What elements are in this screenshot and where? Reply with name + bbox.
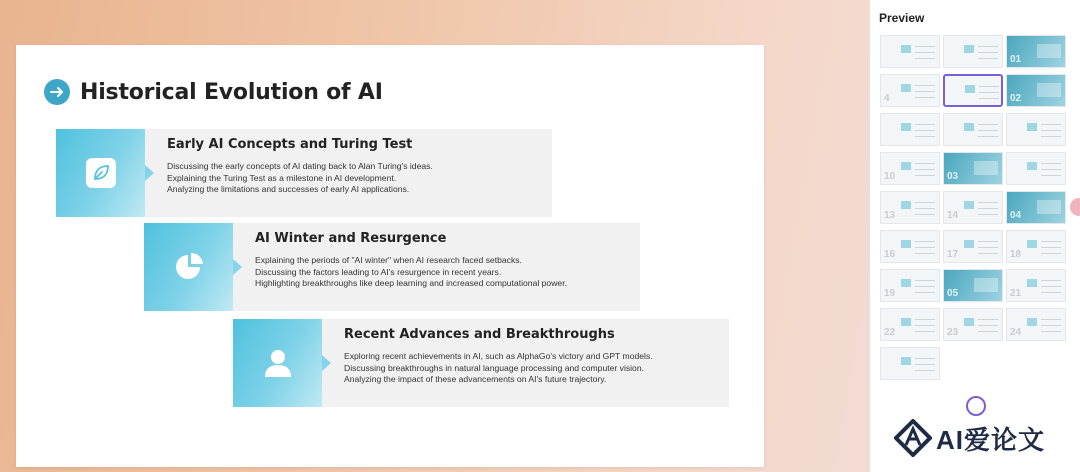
- thumbnail-graphic: [901, 84, 911, 92]
- thumbnail-graphic: [964, 240, 974, 248]
- thumbnail-text-line: [915, 91, 935, 92]
- thumbnail-text-line: [915, 208, 935, 209]
- thumbnail-text-line: [1041, 292, 1061, 293]
- slide-thumbnail[interactable]: [1006, 230, 1066, 263]
- thumbnail-text-line: [978, 325, 998, 326]
- slide-thumbnail[interactable]: [880, 152, 940, 185]
- thumbnail-graphic: [964, 123, 974, 131]
- slide-thumbnail[interactable]: [880, 308, 940, 341]
- thumbnail-number: 01: [1010, 54, 1022, 65]
- thumbnail-text-line: [915, 280, 935, 281]
- thumbnail-text-line: [978, 46, 998, 47]
- thumbnail-graphic: [1037, 83, 1061, 97]
- card-line: Discussing the factors leading to AI's resurgence in recent years.: [255, 266, 502, 277]
- thumbnail-text-line: [978, 130, 998, 131]
- thumbnail-number: 21: [1010, 288, 1022, 299]
- slide-thumbnail[interactable]: [880, 35, 940, 68]
- slide-thumbnail[interactable]: [943, 191, 1003, 224]
- thumbnail-text-line: [1041, 247, 1061, 248]
- logo-icon: [894, 419, 932, 457]
- card-line: Explaining the Turing Test as a milestone in AI development.: [167, 172, 397, 183]
- thumbnail-text-line: [978, 58, 998, 59]
- thumbnail-text-line: [915, 124, 935, 125]
- slide-title: Historical Evolution of AI: [80, 79, 383, 105]
- thumbnail-text-line: [978, 208, 998, 209]
- thumbnail-text-line: [978, 253, 998, 254]
- thumbnail-graphic: [964, 318, 974, 326]
- thumbnail-number: 16: [884, 249, 896, 260]
- thumbnail-graphic: [901, 279, 911, 287]
- card-line: Explaining the periods of "AI winter" when AI research faced setbacks.: [255, 255, 522, 265]
- thumbnail-text-line: [915, 202, 935, 203]
- slide-thumbnail[interactable]: [880, 269, 940, 302]
- thumbnail-text-line: [915, 247, 935, 248]
- preview-title: Preview: [879, 11, 925, 25]
- card-icon-block: [56, 129, 145, 217]
- watermark-text: AI爱论文: [936, 424, 1046, 455]
- card-pointer: [145, 165, 154, 181]
- thumbnail-number: 04: [1010, 210, 1022, 221]
- thumbnail-text-line: [915, 286, 935, 287]
- thumbnail-graphic: [1037, 200, 1061, 214]
- slide-thumbnail[interactable]: [880, 74, 940, 107]
- thumbnail-text-line: [915, 292, 935, 293]
- card-icon-block: [144, 223, 233, 311]
- thumbnail-text-line: [979, 92, 999, 93]
- card-line: Analyzing the limitations and successes of early AI applications.: [167, 184, 410, 194]
- card-line: Highlighting breakthroughs like deep learning and increased computational power.: [255, 278, 567, 288]
- thumbnail-text-line: [1041, 124, 1061, 125]
- slide-thumbnail[interactable]: [943, 152, 1003, 185]
- thumbnail-text-line: [915, 97, 935, 98]
- thumbnail-text-line: [915, 130, 935, 131]
- thumbnail-graphic: [1037, 44, 1061, 58]
- thumbnail-text-line: [1041, 169, 1061, 170]
- thumbnail-text-line: [978, 241, 998, 242]
- card-title: AI Winter and Resurgence: [255, 231, 447, 246]
- slide-thumbnail[interactable]: [1006, 308, 1066, 341]
- thumbnail-text-line: [1041, 136, 1061, 137]
- thumbnail-number: 24: [1010, 327, 1022, 338]
- thumbnail-text-line: [915, 325, 935, 326]
- thumbnail-graphic: [901, 123, 911, 131]
- thumbnail-text-line: [978, 136, 998, 137]
- thumbnail-text-line: [1041, 241, 1061, 242]
- thumbnail-text-line: [915, 46, 935, 47]
- thumbnail-number: 18: [1010, 249, 1022, 260]
- thumbnail-number: 22: [884, 327, 896, 338]
- card-line: Exploring recent achievements in AI, such as AlphaGo's victory and GPT models.: [344, 351, 653, 361]
- card-title: Recent Advances and Breakthroughs: [344, 327, 615, 342]
- thumbnail-text-line: [1041, 325, 1061, 326]
- thumbnail-text-line: [915, 169, 935, 170]
- thumbnail-graphic: [1027, 240, 1037, 248]
- thumbnail-text-line: [979, 98, 999, 99]
- thumbnail-graphic: [964, 201, 974, 209]
- thumbnail-text-line: [915, 52, 935, 53]
- slide-thumbnail[interactable]: [1006, 152, 1066, 185]
- thumbnail-text-line: [915, 370, 935, 371]
- thumbnail-text-line: [1041, 175, 1061, 176]
- card-line: Discussing breakthroughs in natural language processing and computer vision.: [344, 362, 645, 373]
- thumbnail-text-line: [978, 52, 998, 53]
- thumbnail-graphic: [974, 278, 998, 292]
- preview-panel: [870, 0, 1080, 472]
- card-icon-block: [233, 319, 322, 407]
- thumbnail-graphic: [901, 240, 911, 248]
- card-body: [255, 255, 567, 290]
- thumbnail-number: 13: [884, 210, 896, 221]
- thumbnail-graphic: [965, 85, 975, 93]
- thumbnail-text-line: [978, 319, 998, 320]
- thumbnail-graphic: [1027, 279, 1037, 287]
- slide-title-row: [44, 78, 383, 106]
- slide-thumbnail[interactable]: [943, 308, 1003, 341]
- thumbnail-number: 23: [947, 327, 959, 338]
- thumbnail-number: 14: [947, 210, 959, 221]
- slide-thumbnail[interactable]: [880, 191, 940, 224]
- slide-thumbnail[interactable]: [943, 35, 1003, 68]
- thumbnail-number: 10: [884, 171, 896, 182]
- slide-thumbnail[interactable]: [1006, 191, 1066, 224]
- thumbnail-graphic: [1027, 123, 1037, 131]
- card-body: [344, 351, 653, 386]
- thumbnail-text-line: [1041, 253, 1061, 254]
- card-line: Analyzing the impact of these advancements on AI's future trajectory.: [344, 374, 607, 384]
- card-body: [167, 161, 433, 196]
- card-pointer: [322, 355, 331, 371]
- thumbnail-text-line: [978, 247, 998, 248]
- thumbnail-text-line: [915, 85, 935, 86]
- content-card[interactable]: [144, 223, 640, 311]
- thumbnail-number: 4: [884, 93, 890, 104]
- thumbnail-text-line: [978, 124, 998, 125]
- arrow-right-icon: [44, 79, 70, 105]
- content-card[interactable]: [233, 319, 729, 407]
- person-icon: [261, 346, 295, 380]
- thumbnail-text-line: [1041, 130, 1061, 131]
- thumbnail-text-line: [1041, 286, 1061, 287]
- thumbnail-text-line: [1041, 319, 1061, 320]
- thumbnail-text-line: [978, 331, 998, 332]
- thumbnail-text-line: [915, 331, 935, 332]
- thumbnail-text-line: [978, 202, 998, 203]
- slide-canvas[interactable]: [16, 45, 764, 467]
- thumbnail-graphic: [901, 162, 911, 170]
- thumbnail-graphic: [901, 45, 911, 53]
- thumbnail-text-line: [1041, 163, 1061, 164]
- leaf-icon: [84, 156, 118, 190]
- slide-thumbnail[interactable]: [1006, 35, 1066, 68]
- slide-thumbnail[interactable]: [1006, 113, 1066, 146]
- thumbnail-number: 05: [947, 288, 959, 299]
- pie-chart-icon: [172, 250, 206, 284]
- thumbnail-number: 03: [947, 171, 959, 182]
- thumbnail-text-line: [915, 58, 935, 59]
- thumbnail-text-line: [915, 319, 935, 320]
- thumbnail-number: 19: [884, 288, 896, 299]
- watermark-logo: [894, 413, 1045, 463]
- thumbnail-text-line: [978, 214, 998, 215]
- thumbnail-graphic: [901, 318, 911, 326]
- thumbnail-text-line: [915, 175, 935, 176]
- thumbnail-graphic: [964, 45, 974, 53]
- slide-thumbnail[interactable]: [1006, 74, 1066, 107]
- slide-thumbnail[interactable]: [880, 230, 940, 263]
- thumbnail-text-line: [915, 136, 935, 137]
- slide-thumbnail[interactable]: [880, 347, 940, 380]
- slide-thumbnail[interactable]: [1006, 269, 1066, 302]
- card-title: Early AI Concepts and Turing Test: [167, 137, 413, 152]
- thumbnail-text-line: [915, 253, 935, 254]
- slide-thumbnail[interactable]: [943, 269, 1003, 302]
- slide-thumbnail[interactable]: [943, 74, 1003, 107]
- slide-thumbnail[interactable]: [943, 230, 1003, 263]
- thumbnail-text-line: [915, 364, 935, 365]
- thumbnail-text-line: [915, 358, 935, 359]
- card-line: Discussing the early concepts of AI dating back to Alan Turing's ideas.: [167, 161, 433, 171]
- thumbnail-graphic: [1027, 162, 1037, 170]
- thumbnail-text-line: [1041, 280, 1061, 281]
- thumbnail-graphic: [901, 357, 911, 365]
- slide-thumbnail[interactable]: [943, 113, 1003, 146]
- thumbnail-number: 02: [1010, 93, 1022, 104]
- thumbnail-text-line: [915, 241, 935, 242]
- thumbnail-text-line: [915, 214, 935, 215]
- thumbnail-number: 17: [947, 249, 959, 260]
- thumbnail-graphic: [901, 201, 911, 209]
- card-pointer: [233, 259, 242, 275]
- thumbnail-text-line: [1041, 331, 1061, 332]
- content-card[interactable]: [56, 129, 552, 217]
- thumbnail-graphic: [974, 161, 998, 175]
- thumbnail-graphic: [1027, 318, 1037, 326]
- slide-thumbnail[interactable]: [880, 113, 940, 146]
- thumbnail-text-line: [979, 86, 999, 87]
- thumbnail-text-line: [915, 163, 935, 164]
